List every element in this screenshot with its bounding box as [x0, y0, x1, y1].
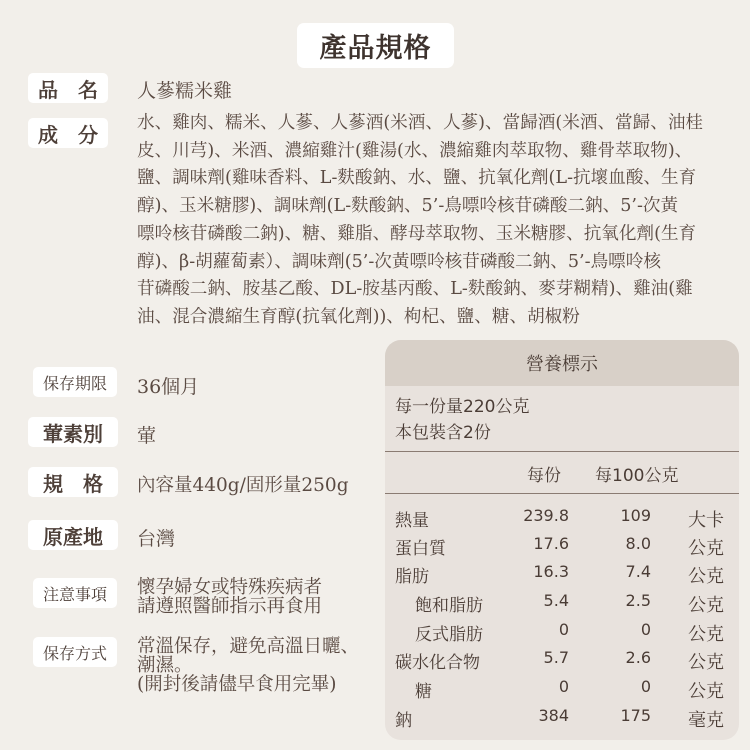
ingredients-line: 水、雞肉、糯米、人蔘、人蔘酒(米酒、人蔘)、當歸酒(米酒、當歸、油桂	[137, 113, 704, 133]
per-100g-value: 2.5	[625, 591, 651, 610]
unit: 公克	[688, 538, 724, 559]
per-serving-value: 5.4	[543, 591, 569, 610]
serving-size: 每一份量220公克	[395, 397, 530, 417]
nutrition-row	[385, 562, 739, 590]
per-serving-value: 16.3	[533, 562, 569, 581]
product-name-value: 人蔘糯米雞	[137, 80, 233, 102]
storage-line: (開封後請儘早食用完畢)	[137, 674, 337, 695]
storage-text	[137, 637, 359, 694]
unit: 公克	[688, 624, 724, 645]
storage-line: 潮濕。	[137, 655, 193, 676]
per-100g-value: 109	[620, 506, 651, 525]
caution-line: 懷孕婦女或特殊疾病者	[137, 577, 323, 598]
spec-label: 規 格	[28, 467, 118, 497]
unit: 公克	[688, 566, 724, 587]
divider	[385, 451, 739, 452]
column-per-100g: 每100公克	[595, 466, 679, 486]
servings-per-package: 本包裝含2份	[395, 423, 491, 443]
storage-line: 常溫保存，避免高溫日曬、	[137, 636, 360, 657]
origin-value: 台灣	[137, 528, 176, 550]
ingredients-line: 苷磷酸二鈉、胺基乙酸、DL-胺基丙酸、L-麩酸鈉、麥芽糊精)、雞油(雞	[137, 279, 693, 300]
unit: 公克	[688, 595, 724, 616]
ingredients-line: 油、混合濃縮生育醇(抗氧化劑))、枸杞、鹽、糖、胡椒粉	[137, 306, 580, 327]
ingredients-line: 皮、川芎)、米酒、濃縮雞汁(雞湯(水、濃縮雞肉萃取物、雞骨萃取物)、	[137, 140, 693, 161]
nutrient-name: 反式脂肪	[415, 625, 483, 645]
per-serving-value: 0	[558, 620, 569, 639]
shelf-life-value: 36個月	[137, 376, 200, 398]
column-per-serving: 每份	[527, 466, 561, 486]
shelf-life-label: 保存期限	[33, 367, 117, 397]
ingredients-line: 醇)、β-胡蘿蔔素）、調味劑(5’-次黃嘌呤核苷磷酸二鈉、5’-鳥嘌呤核	[137, 251, 661, 272]
per-100g-value: 0	[640, 620, 651, 639]
nutrition-row	[385, 706, 739, 734]
nutrient-name: 蛋白質	[395, 539, 446, 559]
per-serving-value: 5.7	[543, 648, 569, 667]
per-100g-value: 175	[620, 706, 651, 725]
per-serving-value: 239.8	[523, 506, 569, 525]
nutrient-name: 糖	[415, 682, 432, 702]
per-serving-value: 384	[538, 706, 569, 725]
diet-type-label: 葷素別	[28, 417, 118, 447]
unit: 公克	[688, 681, 724, 702]
nutrient-name: 碳水化合物	[395, 653, 480, 673]
page-title: 產品規格	[297, 23, 454, 68]
caution-label: 注意事項	[33, 578, 117, 608]
per-100g-value: 8.0	[625, 534, 651, 553]
caution-line: 請遵照醫師指示再食用	[137, 596, 323, 617]
nutrient-name: 脂肪	[395, 567, 429, 587]
spec-value: 內容量440g/固形量250g	[137, 475, 349, 496]
nutrient-name: 熱量	[395, 511, 429, 531]
nutrition-title: 營養標示	[385, 340, 739, 386]
unit: 公克	[688, 652, 724, 673]
nutrition-row	[385, 677, 739, 705]
divider	[385, 493, 739, 494]
nutrition-row	[385, 648, 739, 676]
per-100g-value: 2.6	[625, 648, 651, 667]
ingredients-text	[137, 110, 747, 332]
nutrient-name: 鈉	[395, 711, 412, 731]
storage-label: 保存方式	[33, 637, 117, 667]
per-100g-value: 0	[640, 677, 651, 696]
per-serving-value: 17.6	[533, 534, 569, 553]
per-serving-value: 0	[558, 677, 569, 696]
unit: 大卡	[688, 510, 724, 531]
nutrition-row	[385, 534, 739, 562]
product-name-label: 品 名	[28, 73, 108, 103]
nutrition-row	[385, 591, 739, 619]
ingredients-line: 醇)、玉米糖膠)、調味劑(L-麩酸鈉、5’-鳥嘌呤核苷磷酸二鈉、5’-次黃	[137, 196, 679, 217]
nutrition-panel	[385, 340, 739, 740]
nutrition-row	[385, 506, 739, 534]
unit: 毫克	[688, 710, 724, 731]
ingredients-line: 鹽、調味劑(雞味香料、L-麩酸鈉、水、鹽、抗氧化劑(L-抗壞血酸、生育	[137, 168, 697, 189]
origin-label: 原產地	[28, 520, 118, 550]
diet-type-value: 葷	[137, 425, 157, 447]
per-100g-value: 7.4	[625, 562, 651, 581]
nutrient-name: 飽和脂肪	[415, 596, 483, 616]
nutrition-row	[385, 620, 739, 648]
ingredients-line: 嘌呤核苷磷酸二鈉)、糖、雞脂、酵母萃取物、玉米糖膠、抗氧化劑(生育	[137, 223, 697, 244]
caution-text	[137, 578, 322, 616]
ingredients-label: 成 分	[28, 118, 108, 148]
